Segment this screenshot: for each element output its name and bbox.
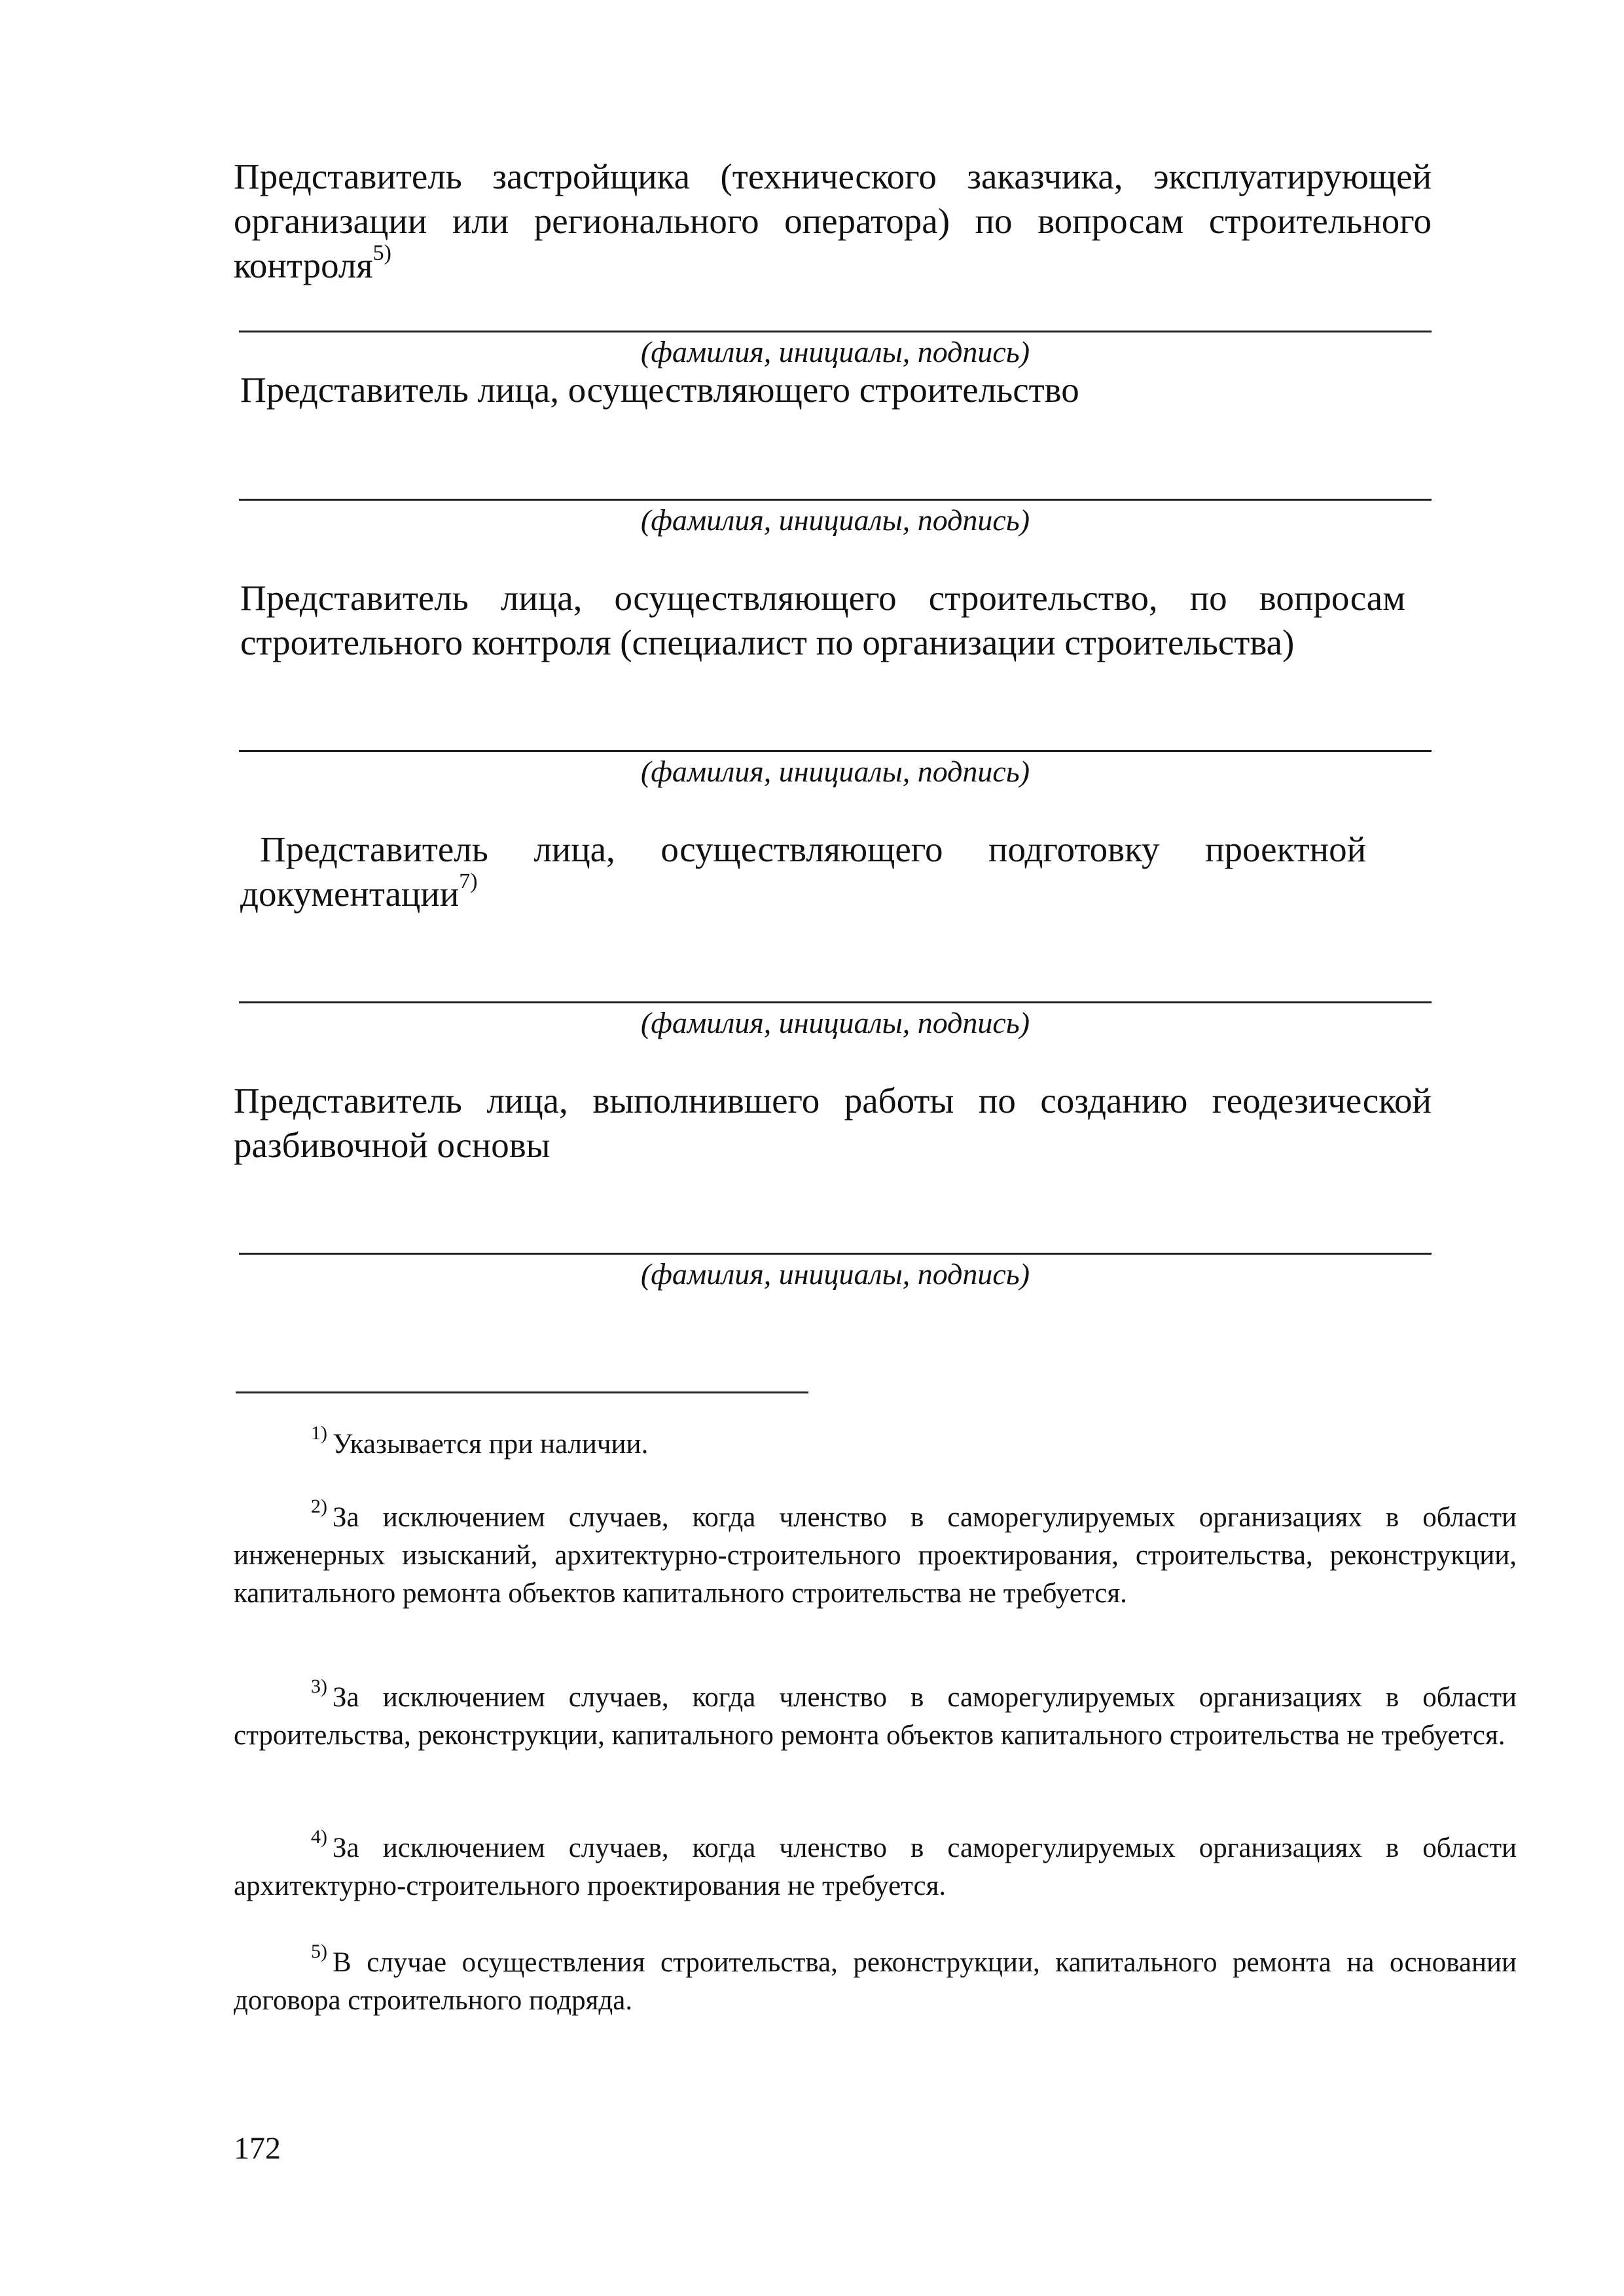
signature-caption: (фамилия, инициалы, подпись) <box>640 1257 1030 1291</box>
signature-caption: (фамилия, инициалы, подпись) <box>640 755 1030 788</box>
footnote-ref: 5) <box>372 240 391 265</box>
signature-line <box>239 1253 1432 1255</box>
footnote-ref: 7) <box>459 869 478 893</box>
signature-line <box>239 750 1432 752</box>
footnote-2: $^{2)}$ За исключением случаев, когда членство в саморегулируемых организациях в области инженерных изысканий, архитектурно-строительного проектирования, строительства, реконструкции, капитального ремонта объектов капитального строительства не требуется. <box>234 1495 1517 1609</box>
footnote-3: $^{3)}$ За исключением случаев, когда членство в саморегулируемых организациях в области строительства, реконструкции, капитального ремонта объектов капитального строительства не требуется. <box>234 1675 1517 1751</box>
signature-line <box>239 331 1432 332</box>
page-number: 172 <box>234 2131 281 2166</box>
signature-role-developer-control: Представитель застройщика (технического заказчика, эксплуатирующей организации или регионального оператора) по вопросам строительного контроля$^{5)}$ <box>234 156 1432 285</box>
footnote-5: $^{5)}$ В случае осуществления строительства, реконструкции, капитального ремонта на основании договора строительного подряда. <box>234 1940 1517 2016</box>
signature-caption: (фамилия, инициалы, подпись) <box>640 1006 1030 1039</box>
signature-line <box>239 1001 1432 1003</box>
signature-caption: (фамилия, инициалы, подпись) <box>640 335 1030 368</box>
signature-role-builder-control: Представитель лица, осуществляющего строительство, по вопросам строительного контроля (специалист по организации строительства) <box>240 578 1405 662</box>
footnote-separator <box>236 1391 808 1393</box>
footnote-4: $^{4)}$ За исключением случаев, когда членство в саморегулируемых организациях в области архитектурно-строительного проектирования не требуется. <box>234 1825 1517 1901</box>
footnote-1: $^{1)}$ Указывается при наличии. <box>311 1422 649 1460</box>
signature-caption: (фамилия, инициалы, подпись) <box>640 503 1030 537</box>
signature-line <box>239 499 1432 501</box>
signature-role-geodesy: Представитель лица, выполнившего работы по созданию геодезической разбивочной основы <box>234 1081 1432 1165</box>
signature-role-builder: Представитель лица, осуществляющего строительство <box>240 370 1079 410</box>
signature-role-designer: Представитель лица, осуществляющего подготовку проектной документации$^{7)}$ <box>240 829 1366 914</box>
